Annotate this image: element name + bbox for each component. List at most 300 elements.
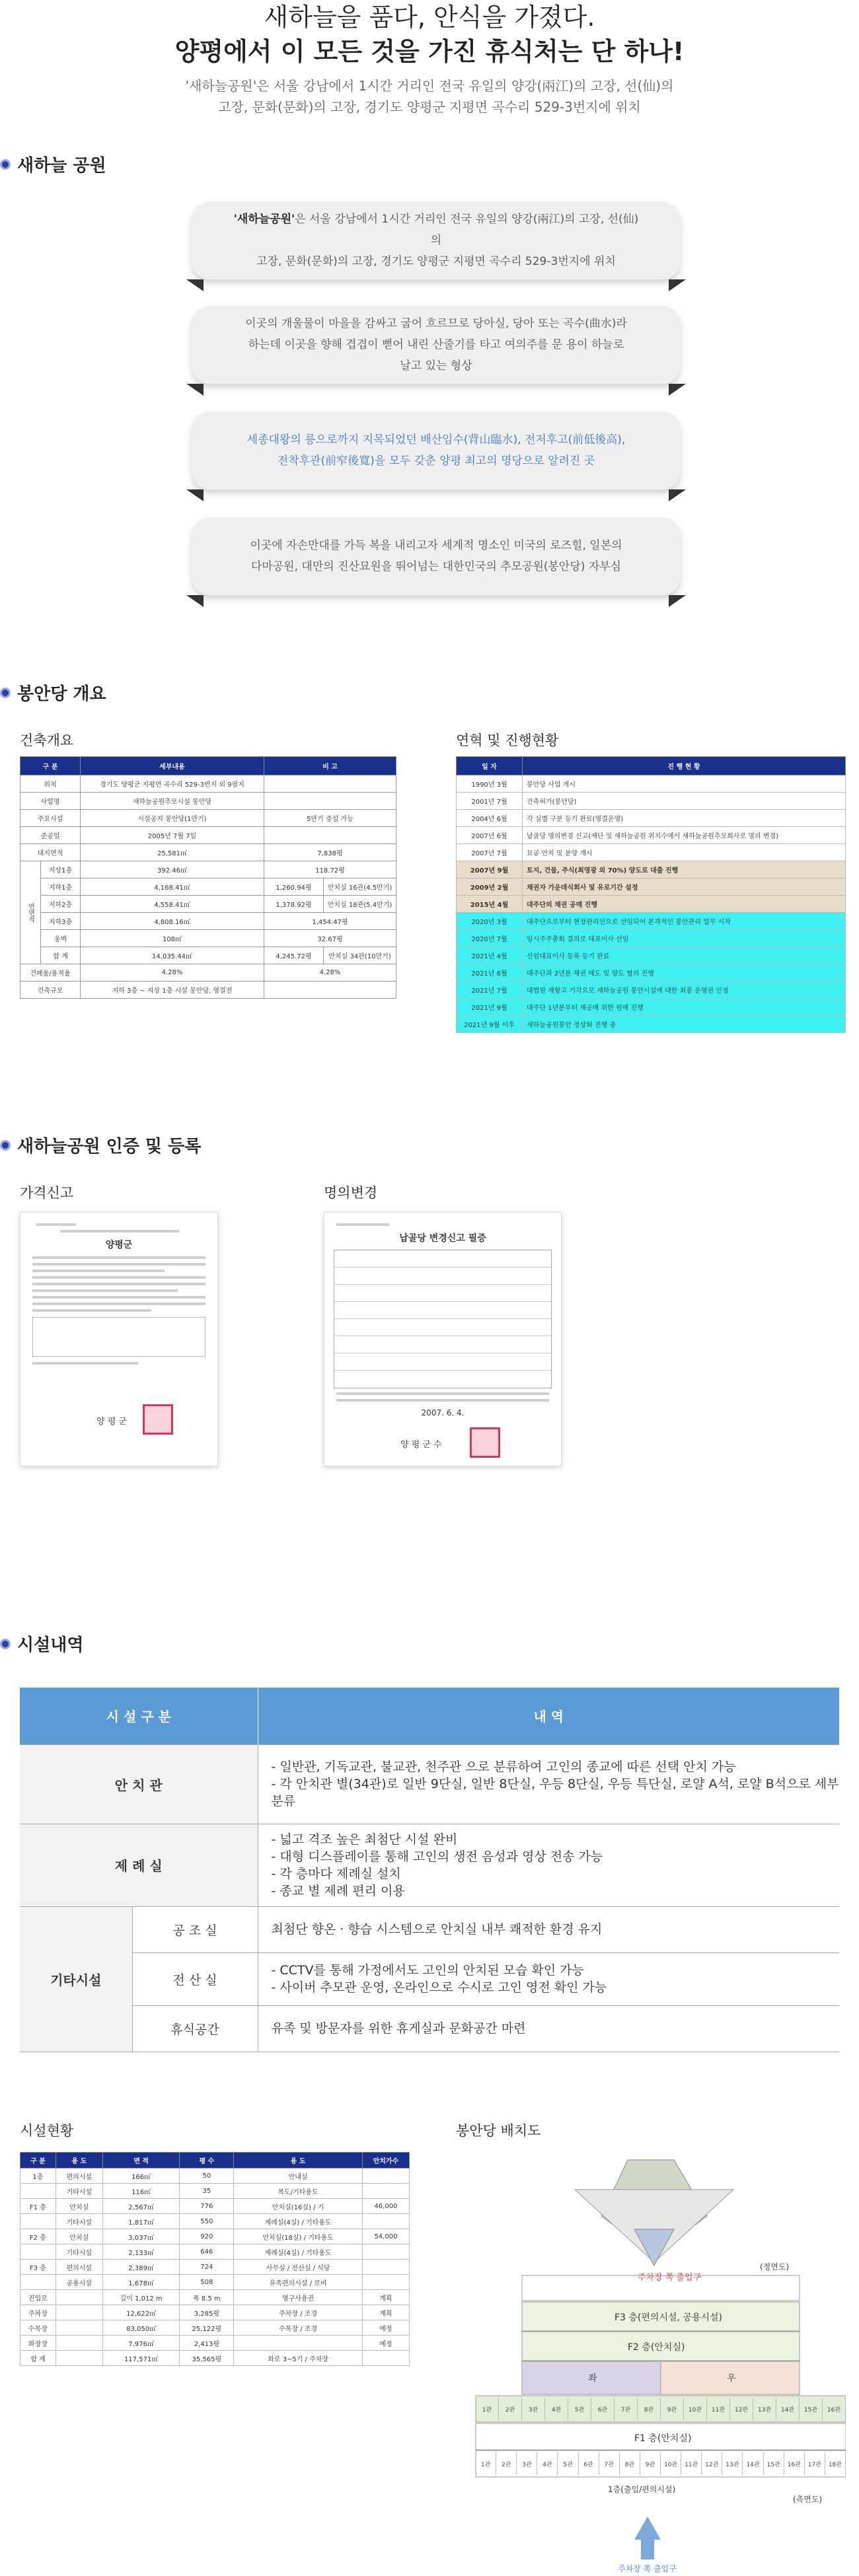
status-cell [20,2184,56,2199]
build-cell: 지상1층 [41,861,81,878]
build-cell: 1,378.92평 [264,896,324,913]
plan-chamber-cell: 2관 [499,2398,522,2420]
section-bullet-icon [0,1140,11,1151]
status-cell: 550 [180,2214,234,2229]
status-cell: 2,389㎡ [102,2260,180,2275]
build-header-1: 구 분 [20,757,81,775]
section-cert-label: 새하늘공원 인증 및 등록 [17,1137,202,1157]
hero-desc-1: '새하늘공원'은 서울 강남에서 1시간 거리인 전국 유일의 양강(兩江)의 고장, 선(仙)의 [185,78,674,94]
status-cell: 1,678㎡ [102,2275,180,2290]
history-date: 2004년 6월 [457,810,523,827]
build-group-label: 연면적 [20,861,41,964]
plan-right-label: 우 [727,2373,736,2384]
doc-text-line [32,1263,205,1266]
build-header-3: 비 고 [264,757,396,775]
plan-chamber-cell: 16관 [784,2452,805,2475]
doc2-heading: 납골당 변경신고 필증 [399,1233,486,1244]
park-pill-2-c: 날고 있는 형상 [400,359,472,373]
build-overview-title: 건축개요 [20,733,74,748]
status-title: 시설현황 [20,2123,74,2139]
section-park-label: 새하늘 공원 [17,156,106,176]
facility-line: - 일반관, 기독교관, 불교관, 천주관 으로 분류하여 고인의 종교에 따른 선택 안치 가능 [271,1760,736,1774]
pill-fold-left [186,384,204,396]
status-cell: 공용시설 [56,2275,102,2290]
build-cell: 392.46㎡ [81,861,264,878]
doc-form-row [334,1302,551,1319]
history-status: 봉안당 사업 개시 [523,775,846,793]
plan-chamber-cell: 10관 [661,2452,681,2475]
build-row [20,844,396,861]
build-cell: 대지면적 [20,844,81,861]
build-row [20,913,396,930]
lower-chamber-cells [476,2452,846,2475]
history-row [457,1016,846,1033]
history-status: 채권자 가운데식회사 및 유로기간 설정 [523,878,846,896]
build-row [20,896,396,913]
plan-chamber-cell: 4관 [537,2452,558,2475]
status-cell: 복도/기타용도 [234,2184,363,2199]
build-cell: 지하2층 [41,896,81,913]
doc1-heading: 양평군 [105,1240,133,1250]
status-cell [234,2336,363,2351]
status-cell: 508 [180,2275,234,2290]
doc-form-row [334,1250,551,1268]
plan-chamber-cell: 15관 [800,2398,823,2420]
status-header: 용 도 [56,2153,102,2168]
hero [0,0,859,118]
section-bullet-icon [0,688,11,698]
status-cell: 안치실(18실) / 기타용도 [234,2229,363,2244]
facility-line: - 대형 디스플레이를 통해 고인의 생전 음성과 영상 전송 가능 [271,1849,603,1864]
section-facilities-title [0,1631,83,1656]
section-park-title [0,152,106,176]
plan-chamber-cell: 11관 [707,2398,730,2420]
history-row [457,861,846,878]
build-cell: 4,808.16㎡ [81,913,264,930]
status-row [20,2168,410,2184]
build-row [20,793,396,810]
history-row [457,947,846,964]
status-cell: 724 [180,2260,234,2275]
status-row [20,2214,410,2229]
layout-plan-svg [456,2150,846,2573]
pill-fold-right [669,595,686,607]
plan-chamber-cell: 8관 [620,2452,640,2475]
build-cell: 25,581㎡ [81,844,264,861]
history-status: 대주단 1년분부터 재공매 위한 원매 진행 [523,999,846,1016]
plan-left-label: 좌 [588,2373,597,2384]
f1-chamber-cells [476,2398,846,2420]
status-cell: 편의시설 [56,2168,102,2184]
status-header: 구 분 [20,2153,56,2168]
section-overview-label: 봉안당 개요 [17,684,106,704]
plan-chamber-cell: 2관 [496,2452,517,2475]
plan-chamber-cell: 4관 [545,2398,568,2420]
build-cell: 건폐율/용적율 [20,964,81,982]
park-pill-1-b: 고장, 문화(문화)의 고장, 경기도 양평군 지평면 곡수리 529-3번지에 위치 [256,255,616,268]
history-status: 대주단의 채권 공매 진행 [523,896,846,913]
pill-fold-right [669,384,686,396]
doc-text-line [32,1362,138,1365]
history-row [457,793,846,810]
plan-top-entrance: 주차장 쪽 출입구 [638,2273,702,2283]
build-cell: 지하1층 [41,878,81,896]
status-cell: 안내실 [234,2168,363,2184]
status-cell: 수목장 [20,2320,56,2336]
status-cell [362,2184,409,2199]
park-pill-2-b: 하는데 이곳을 향해 겹겹이 뻗어 내린 산줄기를 타고 여의주를 문 용이 하늘로 [248,338,624,351]
build-cell: 지하 3층 ~ 지상 1층 시설 봉안당, 영결전 [81,982,264,999]
status-row [20,2244,410,2260]
status-cell: 예정 [362,2320,409,2336]
facility-line: - 종교 별 제례 편리 이용 [271,1883,405,1898]
plan-chamber-cell: 8관 [638,2398,661,2420]
plan-parking-entrance: 주차장 쪽 출입구 [618,2564,677,2573]
status-cell: 진입로 [20,2290,56,2305]
history-date: 2020년 3월 [457,913,523,930]
history-date: 2021년 6월 [457,964,523,982]
status-row [20,2320,410,2336]
build-row [20,827,396,844]
build-cell: 건축규모 [20,982,81,999]
name-change-document [324,1212,562,1466]
history-status: 대법원 재항고 기각으로 새하늘공원 봉안시설에 대한 최종 운영권 인정 [523,982,846,999]
plan-f1-label: F1 층(안치실) [634,2433,692,2444]
status-row [20,2351,410,2366]
status-cell: 83,050㎡ [102,2320,180,2336]
facility-cat-etc: 기타시설 [20,1906,132,2052]
status-cell: 116㎡ [102,2184,180,2199]
build-row [20,930,396,947]
status-cell [20,2214,56,2229]
plan-chamber-cell: 12관 [702,2452,722,2475]
status-cell: 2,567㎡ [102,2199,180,2214]
build-cell: 7,838평 [264,844,396,861]
status-cell: 646 [180,2244,234,2260]
build-row [20,982,396,999]
plan-chamber-cell: 6관 [579,2452,599,2475]
status-cell: 계획 [362,2305,409,2320]
facility-desc-aircon: 최첨단 향온 · 향습 시스템으로 안치실 내부 쾌적한 환경 유지 [258,1906,839,1952]
doc-text-line [32,1270,165,1272]
history-date: 2021년 4월 [457,947,523,964]
section-cert-title [0,1133,201,1157]
build-cell [264,827,396,844]
history-status: 토지, 건물, 주식(최영광 외 70%) 양도로 대출 진행 [523,861,846,878]
status-cell: 35 [180,2184,234,2199]
build-cell: 5만기 증설 가능 [264,810,396,827]
plan-title: 봉안당 배치도 [456,2123,541,2139]
build-cell: 1,454.47평 [264,913,396,930]
status-cell: 제례실(4실) / 기타용도 [234,2214,363,2229]
doc-price-title: 가격신고 [20,1185,74,1201]
status-row [20,2229,410,2244]
history-row [457,930,846,947]
build-row [20,810,396,827]
history-date: 2015년 4월 [457,896,523,913]
park-pill-2-a: 이곳의 개울물이 마을을 감싸고 굽어 흐르므로 당아실, 당아 또는 곡수(曲水)라 [245,317,627,330]
facility-desc-ritual [258,1824,839,1906]
build-row [20,964,396,982]
facility-line: - 사이버 추모관 운영, 온라인으로 수시로 고인 영전 확인 가능 [271,1980,607,1995]
history-title: 연혁 및 진행현황 [456,733,559,748]
doc-text-line [32,1256,205,1259]
status-cell: 35,565평 [180,2351,234,2366]
doc-form-row [334,1353,551,1371]
doc-text-line [336,1223,389,1226]
history-date: 2007년 9월 [457,861,523,878]
status-cell [362,2275,409,2290]
history-date: 2001년 7월 [457,793,523,810]
build-cell: 옹벽 [41,930,81,947]
build-cell: 1,260.94평 [264,878,324,896]
facility-desc-it [258,1952,839,2005]
build-cell: 108㎡ [81,930,264,947]
doc-text-line [32,1296,205,1299]
pill-fold-left [186,489,204,501]
status-row [20,2184,410,2199]
build-cell: 위치 [20,775,81,793]
status-table [20,2152,410,2366]
plan-f2-label: F2 층(안치실) [628,2342,685,2353]
status-cell: 2,413평 [180,2336,234,2351]
section-bullet-icon [0,159,11,170]
plan-f3-label: F3 층(편의시설, 공용시설) [615,2312,722,2323]
facility-line: - 각 안치관 별(34관)로 일반 9단실, 일반 8단실, 우등 8단실, 우등 특단실, 로얄 A석, 로얄 B석으로 세부 분류 [271,1777,839,1808]
park-pill-3 [192,411,681,489]
hero-desc-2: 고장, 문화(문화)의 고장, 경기도 양평군 지평면 곡수리 529-3번지에 위치 [218,99,641,115]
plan-chamber-cell: 11관 [681,2452,702,2475]
plan-chamber-cell: 5관 [568,2398,591,2420]
history-row [457,999,846,1016]
official-seal-icon [143,1404,173,1435]
status-cell: 유족편의시설 / 로비 [234,2275,363,2290]
status-cell: 54,000 [362,2229,409,2244]
build-cell: 주요시설 [20,810,81,827]
facility-desc-rest: 유족 및 방문자를 위한 휴게실과 문화공간 마련 [258,2005,839,2052]
history-status: 대주단으로부터 현장관리인으로 선임되어 본격적인 봉안관리 업무 시작 [523,913,846,930]
history-date: 2020년 7월 [457,930,523,947]
section-bullet-icon [0,1639,11,1649]
plan-chamber-cell: 14관 [743,2452,763,2475]
park-pill-4-b: 다마공원, 대만의 진산묘원을 뛰어넘는 대한민국의 추모공원(봉안당) 자부심 [250,560,622,573]
status-cell: 1층 [20,2168,56,2184]
doc2-date: 2007. 6. 4. [421,1408,465,1417]
status-cell: 1,817㎡ [102,2214,180,2229]
status-row [20,2305,410,2320]
status-cell: 기타시설 [56,2244,102,2260]
history-date: 2021년 7월 [457,982,523,999]
build-row [20,861,396,878]
history-date: 2007년 7월 [457,844,523,861]
build-cell: 준공일 [20,827,81,844]
doc1-seal-text: 양 평 군 [96,1417,127,1427]
entrance-arrow-icon [634,2517,661,2559]
park-pill-4-a: 이곳에 자손만대를 가득 복을 내리고자 세계적 명소인 미국의 로즈힐, 일본의 [250,539,622,552]
build-cell: 2005년 7월 7일 [81,827,264,844]
history-status: 대주단과 2년분 채권 매도 및 양도 협의 진행 [523,964,846,982]
status-row [20,2199,410,2214]
park-pill-4 [192,517,681,595]
history-date: 2007년 6월 [457,827,523,844]
history-row [457,896,846,913]
facility-sub-aircon: 공 조 실 [132,1906,258,1952]
plan-chamber-cell: 7관 [615,2398,638,2420]
plan-chamber-cell: 1관 [476,2398,499,2420]
plan-chamber-cell: 3관 [517,2452,537,2475]
pill-fold-left [186,279,204,291]
plan-chamber-cell: 10관 [684,2398,707,2420]
status-cell: 기타시설 [56,2214,102,2229]
history-status: 각 실별 구분 등기 완료(영결운영) [523,810,846,827]
history-status: 신임대표이사 등록 등기 완료 [523,947,846,964]
section-overview-title [0,680,106,705]
status-cell [362,2168,409,2184]
plan-floor1-label: 1층(출입/편의시설) [608,2485,676,2494]
status-header: 용 도 [234,2153,363,2168]
section-facilities-label: 시설내역 [17,1635,84,1655]
status-cell: 776 [180,2199,234,2214]
pill-fold-right [669,489,686,501]
build-cell: 새하늘공원추모시설 봉안당 [81,793,264,810]
facility-cat-ritual: 제 례 실 [20,1824,258,1906]
park-pill-3-a: 세종대왕의 릉으로까지 지목되었던 배산임수(背山臨水), 전저후고(前低後高), [246,433,626,447]
status-header: 평 수 [180,2153,234,2168]
status-cell: 계획 [362,2290,409,2305]
status-cell: 수목장 / 조경 [234,2320,363,2336]
plan-chamber-cell: 13관 [753,2398,776,2420]
build-cell: 4,558.41㎡ [81,896,264,913]
status-cell: 50 [180,2168,234,2184]
build-cell: 4.28% [264,964,396,982]
history-status: 임시주주총회 결의로 대표이사 선임 [523,930,846,947]
status-cell: 3,285평 [180,2305,234,2320]
plan-chamber-cell: 13관 [722,2452,743,2475]
plan-chamber-cell: 15관 [764,2452,784,2475]
status-cell: 2,133㎡ [102,2244,180,2260]
plan-side-label: (측면도) [793,2495,823,2504]
doc-text-line [36,1223,76,1226]
status-cell: 166㎡ [102,2168,180,2184]
facilities-header-category: 시 설 구 분 [20,1688,258,1744]
history-row [457,878,846,896]
facility-cat-enshrine: 안 치 관 [20,1744,258,1824]
doc-text-line [336,1399,549,1402]
facilities-table [20,1688,839,2052]
doc-text-line [32,1283,205,1285]
status-row [20,2275,410,2290]
build-cell [264,775,396,793]
history-row [457,827,846,844]
build-cell: 118.72평 [264,861,396,878]
build-cell: 안치실 16관(4.5만기) [324,878,396,896]
build-cell: 경기도 양평군 지평면 곡수리 529-3번지 외 9필지 [81,775,264,793]
status-cell: 25,122평 [180,2320,234,2336]
history-status: 건축허가(봉안당) [523,793,846,810]
build-cell [264,793,396,810]
build-cell: 사업명 [20,793,81,810]
park-pill-3-b: 전착후관(前窄後寬)을 모두 갖춘 양평 최고의 명당으로 알려진 곳 [277,454,595,468]
status-cell [20,2244,56,2260]
park-pill-2 [192,306,681,384]
status-header: 면 적 [102,2153,180,2168]
history-header-status: 진 행 현 황 [523,757,846,775]
status-row [20,2260,410,2275]
facility-line: - 넓고 격조 높은 최첨단 시설 완비 [271,1832,458,1847]
build-cell: 시설공지 봉안당(1만기) [81,810,264,827]
status-cell: 3,037㎡ [102,2229,180,2244]
doc-text-line [32,1276,205,1279]
history-status: 묘공 안치 및 분양 개시 [523,844,846,861]
plan-chamber-cell: 17관 [805,2452,825,2475]
doc-text-line [60,1230,179,1233]
build-row [20,775,396,793]
layout-plan [456,2150,846,2573]
status-cell: 12,622㎡ [102,2305,180,2320]
price-report-document [20,1212,218,1466]
status-cell: 합 계 [20,2351,56,2366]
doc2-seal-text: 양 평 군 수 [400,1440,442,1450]
build-cell: 4,168.41㎡ [81,878,264,896]
build-cell [264,982,396,999]
status-cell: 화로 3~5기 / 주차장 [234,2351,363,2366]
status-cell: 안치실 [56,2229,102,2244]
build-cell: 4,245.72평 [264,947,324,964]
history-row [457,775,846,793]
history-date: 2021년 9월 이후 [457,1016,523,1033]
doc-inner-table [32,1317,205,1357]
status-cell [56,2305,102,2320]
doc-form-row [334,1285,551,1302]
doc-form-row [334,1319,551,1336]
build-cell: 안치실 18관(5.4만기) [324,896,396,913]
plan-chamber-cell: 16관 [823,2398,846,2420]
plan-chamber-cell: 9관 [640,2452,661,2475]
build-header-2: 세부내용 [81,757,264,775]
facility-sub-it: 전 산 실 [132,1952,258,2005]
status-cell: F3 층 [20,2260,56,2275]
build-cell: 안치실 34관(10만기) [324,947,396,964]
plan-chamber-cell: 14관 [776,2398,800,2420]
hero-line-2: 양평에서 이 모든 것을 가진 휴식처는 단 하나! [174,37,685,66]
status-cell: 편의시설 [56,2260,102,2275]
build-cell: 지하3층 [41,913,81,930]
build-cell: 32.67평 [264,930,396,947]
status-cell [362,2351,409,2366]
history-row [457,913,846,930]
doc-form-row [334,1268,551,1285]
doc-form-row [334,1371,551,1388]
status-cell: 폭 8.5 m [180,2290,234,2305]
history-header-date: 일 자 [457,757,523,775]
status-row [20,2336,410,2351]
status-cell: 920 [180,2229,234,2244]
facility-line: - CCTV를 통해 가정에서도 고인의 안치된 모습 확인 가능 [271,1963,584,1978]
status-cell: 주차장 / 조경 [234,2305,363,2320]
status-cell: 117,571㎡ [102,2351,180,2366]
status-cell [20,2275,56,2290]
history-status: 납골당 명의변경 신고(재단 및 새하늘공원 위치수에서 새하늘공원추모회사로 명의 변경) [523,827,846,844]
plan-chamber-cell: 7관 [599,2452,620,2475]
park-pill-1-a: 은 서울 강남에서 1시간 거리인 전국 유일의 양강(兩江)의 고장, 선(仙)의 [295,213,639,247]
hero-line-1: 새하늘을 품다, 안식을 가졌다. [264,3,595,32]
plan-chamber-cell: 6관 [591,2398,615,2420]
status-cell [56,2290,102,2305]
status-cell: F1 층 [20,2199,56,2214]
status-cell: 길이 1,012 m [102,2290,180,2305]
status-cell: 제례실(4실) / 기타용도 [234,2244,363,2260]
plan-chamber-cell: 3관 [522,2398,545,2420]
